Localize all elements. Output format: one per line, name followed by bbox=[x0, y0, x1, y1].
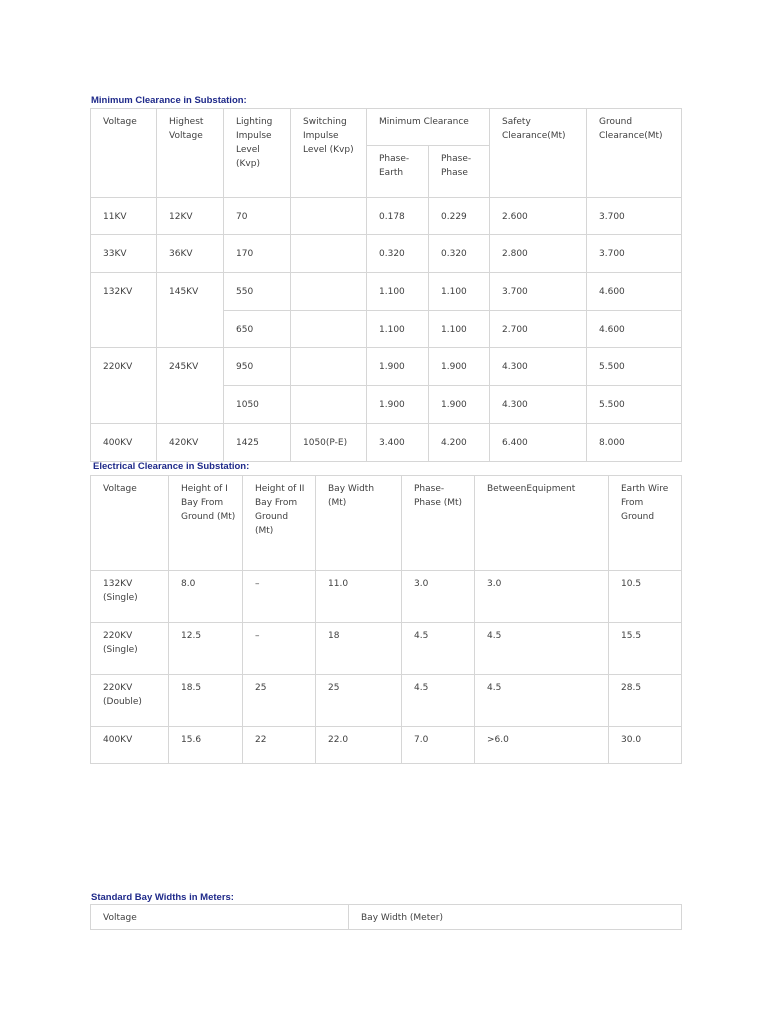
cell-lighting-impulse: 170 bbox=[224, 235, 291, 273]
cell-voltage: 400KV bbox=[91, 424, 157, 462]
cell-phase-earth: 3.400 bbox=[367, 424, 429, 462]
cell-height-ii-bay: – bbox=[243, 571, 316, 623]
electrical-clearance-table bbox=[90, 475, 682, 764]
header-phase-phase: Phase-Phase bbox=[429, 146, 490, 198]
header-height-i-bay: Height of I Bay From Ground (Mt) bbox=[169, 476, 243, 571]
cell-height-i-bay: 8.0 bbox=[169, 571, 243, 623]
cell-safety-clearance: 6.400 bbox=[490, 424, 587, 462]
cell-phase-phase: 4.200 bbox=[429, 424, 490, 462]
cell-lighting-impulse: 1050 bbox=[224, 386, 291, 424]
cell-highest-voltage: 420KV bbox=[157, 424, 224, 462]
cell-earth-wire: 10.5 bbox=[609, 571, 682, 623]
cell-earth-wire: 15.5 bbox=[609, 623, 682, 675]
cell-phase-earth: 1.900 bbox=[367, 348, 429, 386]
cell-safety-clearance: 4.300 bbox=[490, 348, 587, 386]
cell-phase-earth: 1.100 bbox=[367, 311, 429, 348]
standard-bay-widths-table bbox=[90, 904, 682, 930]
cell-phase-phase: 4.5 bbox=[402, 623, 475, 675]
header-phase-earth: Phase-Earth bbox=[367, 146, 429, 198]
header-highest-voltage: Highest Voltage bbox=[157, 109, 224, 198]
cell-safety-clearance: 2.600 bbox=[490, 198, 587, 235]
cell-phase-earth: 0.178 bbox=[367, 198, 429, 235]
table-row bbox=[91, 727, 682, 764]
table-row bbox=[91, 675, 682, 727]
cell-between-equipment: 3.0 bbox=[475, 571, 609, 623]
header-voltage: Voltage bbox=[91, 109, 157, 198]
cell-ground-clearance: 5.500 bbox=[587, 348, 682, 386]
cell-ground-clearance: 3.700 bbox=[587, 235, 682, 273]
cell-safety-clearance: 3.700 bbox=[490, 273, 587, 311]
cell-voltage: 132KV (Single) bbox=[91, 571, 169, 623]
header-bay-width-meter: Bay Width (Meter) bbox=[349, 905, 682, 930]
cell-phase-phase: 3.0 bbox=[402, 571, 475, 623]
header-minimum-clearance: Minimum Clearance bbox=[367, 109, 490, 146]
cell-phase-phase: 1.900 bbox=[429, 348, 490, 386]
cell-ground-clearance: 8.000 bbox=[587, 424, 682, 462]
header-earth-wire: Earth Wire From Ground bbox=[609, 476, 682, 571]
cell-earth-wire: 30.0 bbox=[609, 727, 682, 764]
cell-safety-clearance: 4.300 bbox=[490, 386, 587, 424]
cell-bay-width: 11.0 bbox=[316, 571, 402, 623]
cell-switching-impulse bbox=[291, 311, 367, 348]
cell-ground-clearance: 3.700 bbox=[587, 198, 682, 235]
cell-height-i-bay: 12.5 bbox=[169, 623, 243, 675]
cell-height-i-bay: 18.5 bbox=[169, 675, 243, 727]
header-height-ii-bay: Height of II Bay From Ground (Mt) bbox=[243, 476, 316, 571]
cell-voltage: 220KV (Single) bbox=[91, 623, 169, 675]
cell-switching-impulse bbox=[291, 198, 367, 235]
header-switching-impulse: Switching Impulse Level (Kvp) bbox=[291, 109, 367, 198]
header-safety-clearance: Safety Clearance(Mt) bbox=[490, 109, 587, 198]
cell-phase-phase: 0.229 bbox=[429, 198, 490, 235]
table-row bbox=[91, 273, 682, 311]
cell-voltage: 220KV (Double) bbox=[91, 675, 169, 727]
cell-ground-clearance: 4.600 bbox=[587, 311, 682, 348]
cell-height-ii-bay: 25 bbox=[243, 675, 316, 727]
header-voltage: Voltage bbox=[91, 476, 169, 571]
cell-ground-clearance: 5.500 bbox=[587, 386, 682, 424]
header-voltage: Voltage bbox=[91, 905, 349, 930]
standard-bay-widths-title: Standard Bay Widths in Meters: bbox=[91, 892, 234, 903]
cell-between-equipment: 4.5 bbox=[475, 675, 609, 727]
cell-height-i-bay: 15.6 bbox=[169, 727, 243, 764]
header-bay-width: Bay Width (Mt) bbox=[316, 476, 402, 571]
table-row bbox=[91, 198, 682, 235]
cell-bay-width: 25 bbox=[316, 675, 402, 727]
cell-lighting-impulse: 70 bbox=[224, 198, 291, 235]
cell-switching-impulse bbox=[291, 386, 367, 424]
cell-bay-width: 22.0 bbox=[316, 727, 402, 764]
table-row bbox=[91, 348, 682, 386]
cell-safety-clearance: 2.800 bbox=[490, 235, 587, 273]
cell-phase-phase: 1.100 bbox=[429, 273, 490, 311]
cell-phase-earth: 1.100 bbox=[367, 273, 429, 311]
table-row bbox=[91, 571, 682, 623]
header-ground-clearance: Ground Clearance(Mt) bbox=[587, 109, 682, 198]
header-between-equipment: BetweenEquipment bbox=[475, 476, 609, 571]
table-row bbox=[91, 424, 682, 462]
cell-highest-voltage: 145KV bbox=[157, 273, 224, 348]
cell-phase-phase: 0.320 bbox=[429, 235, 490, 273]
cell-voltage: 220KV bbox=[91, 348, 157, 424]
cell-phase-earth: 1.900 bbox=[367, 386, 429, 424]
cell-phase-phase: 1.900 bbox=[429, 386, 490, 424]
cell-between-equipment: 4.5 bbox=[475, 623, 609, 675]
cell-phase-earth: 0.320 bbox=[367, 235, 429, 273]
cell-highest-voltage: 36KV bbox=[157, 235, 224, 273]
cell-lighting-impulse: 650 bbox=[224, 311, 291, 348]
cell-bay-width: 18 bbox=[316, 623, 402, 675]
cell-switching-impulse bbox=[291, 348, 367, 386]
cell-phase-phase: 7.0 bbox=[402, 727, 475, 764]
cell-height-ii-bay: 22 bbox=[243, 727, 316, 764]
cell-switching-impulse bbox=[291, 273, 367, 311]
minimum-clearance-title: Minimum Clearance in Substation: bbox=[91, 95, 247, 106]
cell-lighting-impulse: 1425 bbox=[224, 424, 291, 462]
cell-phase-phase: 4.5 bbox=[402, 675, 475, 727]
header-lighting-impulse: Lighting Impulse Level (Kvp) bbox=[224, 109, 291, 198]
cell-voltage: 132KV bbox=[91, 273, 157, 348]
cell-voltage: 11KV bbox=[91, 198, 157, 235]
header-phase-phase: Phase-Phase (Mt) bbox=[402, 476, 475, 571]
cell-phase-phase: 1.100 bbox=[429, 311, 490, 348]
cell-lighting-impulse: 550 bbox=[224, 273, 291, 311]
cell-switching-impulse bbox=[291, 235, 367, 273]
cell-lighting-impulse: 950 bbox=[224, 348, 291, 386]
cell-earth-wire: 28.5 bbox=[609, 675, 682, 727]
minimum-clearance-table bbox=[90, 108, 682, 462]
cell-safety-clearance: 2.700 bbox=[490, 311, 587, 348]
cell-voltage: 33KV bbox=[91, 235, 157, 273]
cell-voltage: 400KV bbox=[91, 727, 169, 764]
cell-ground-clearance: 4.600 bbox=[587, 273, 682, 311]
cell-height-ii-bay: – bbox=[243, 623, 316, 675]
cell-highest-voltage: 245KV bbox=[157, 348, 224, 424]
electrical-clearance-title: Electrical Clearance in Substation: bbox=[93, 461, 250, 472]
table-row bbox=[91, 623, 682, 675]
cell-between-equipment: >6.0 bbox=[475, 727, 609, 764]
cell-switching-impulse: 1050(P-E) bbox=[291, 424, 367, 462]
table-row bbox=[91, 235, 682, 273]
cell-highest-voltage: 12KV bbox=[157, 198, 224, 235]
